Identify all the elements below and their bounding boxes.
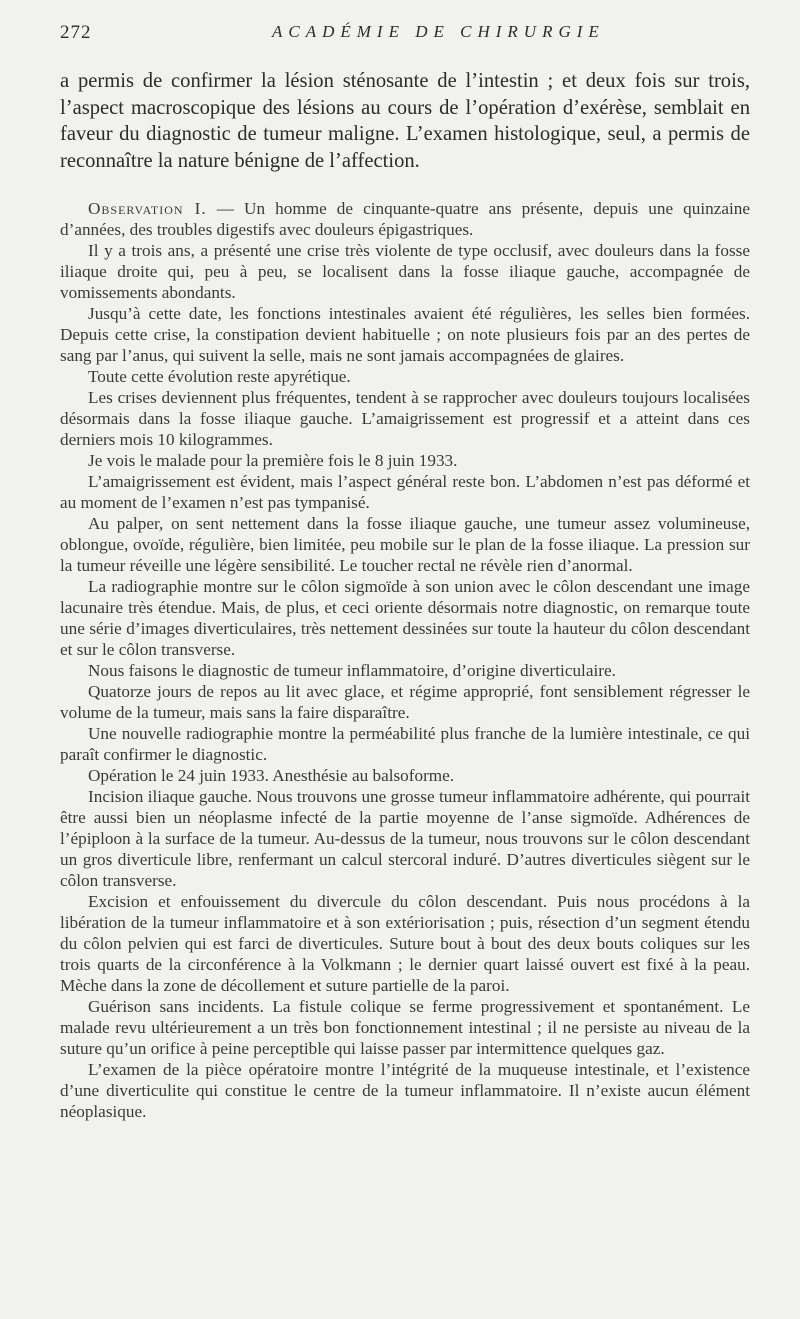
observation-paragraph: Quatorze jours de repos au lit avec glace, et régime approprié, font sensiblement régresser le volume de la tumeur, mais sans la faire disparaître. (60, 682, 750, 722)
page-number: 272 (60, 22, 92, 43)
observation-paragraph: Guérison sans incidents. La fistule colique se ferme progressivement et spontanément. Le malade revu ultérieurement a un très bon fonctionnement intestinal ; il ne persiste au niveau de la suture qu’un orifice à peine perceptible qui laisse passer par intermittence quelques gaz. (60, 997, 750, 1058)
page-header (60, 22, 740, 50)
observation-paragraph: Au palper, on sent nettement dans la fosse iliaque gauche, une tumeur assez volumineuse, oblongue, ovoïde, régulière, bien limitée, peu mobile sur le plan de la fosse iliaque. La pression sur la tumeur réveille une légère sensibilité. Le toucher rectal ne révèle rien d’anormal. (60, 514, 750, 575)
observation-paragraph: Incision iliaque gauche. Nous trouvons une grosse tumeur inflammatoire adhérente, qui pourrait être aussi bien un néoplasme infecté de la partie moyenne de l’anse sigmoïde. Adhérences de l’épiploon à la surface de la tumeur. Au-dessus de la tumeur, nous trouvons sur le côlon descendant un gros diverticule libre, renfermant un calcul stercoral induré. D’autres diverticules siègent sur le côlon transverse. (60, 787, 750, 890)
observation-paragraph: Excision et enfouissement du divercule du côlon descendant. Puis nous procédons à la libération de la tumeur inflammatoire et à son extériorisation ; puis, résection d’un segment étendu du côlon pelvien qui est farci de diverticules. Suture bout à bout des deux bouts coliques sur les trois quarts de la circonférence à la Volkmann ; le dernier quart laissé ouvert est fixé à la peau. Mèche dans la zone de décollement et suture partielle de la paroi. (60, 892, 750, 995)
running-title: ACADÉMIE DE CHIRURGIE (272, 22, 605, 41)
observation-paragraph: L’examen de la pièce opératoire montre l’intégrité de la muqueuse intestinale, et l’existence d’une diverticulite qui constitue le centre de la tumeur inflammatoire. Il n’existe aucun élément néoplasique. (60, 1060, 750, 1121)
observation-lead: — Un homme de cinquante-quatre ans présente, depuis une quinzaine d’années, des troubles digestifs avec douleurs épigastriques. (60, 199, 750, 239)
observation-paragraph: Nous faisons le diagnostic de tumeur inflammatoire, d’origine diverticulaire. (88, 661, 616, 680)
observation-paragraph: Toute cette évolution reste apyrétique. (88, 367, 351, 386)
observation-paragraph: Jusqu’à cette date, les fonctions intestinales avaient été régulières, les selles bien formées. Depuis cette crise, la constipation devient habituelle ; on note plusieurs fois par an des pertes de sang par l’anus, qui suivent la selle, mais ne sont jamais accompagnées de glaires. (60, 304, 750, 365)
observation-label: Observation I. (88, 199, 207, 218)
intro-section (60, 68, 750, 174)
observation-first-paragraph (60, 198, 750, 240)
observation-paragraph: Opération le 24 juin 1933. Anesthésie au balsoforme. (88, 766, 455, 785)
observation-paragraph: Je vois le malade pour la première fois le 8 juin 1933. (88, 451, 458, 470)
intro-paragraph: a permis de confirmer la lésion sténosante de l’intestin ; et deux fois sur trois, l’aspect macroscopique des lésions au cours de l’opération d’exérèse, semblait en faveur du diagnostic de tumeur maligne. L’examen histologique, seul, a permis de reconnaître la nature bénigne de l’affection. (60, 70, 750, 172)
observation-paragraph: L’amaigrissement est évident, mais l’aspect général reste bon. L’abdomen n’est pas déformé et au moment de l’examen n’est pas tympanisé. (60, 472, 750, 512)
observation-paragraph: Il y a trois ans, a présenté une crise très violente de type occlusif, avec douleurs dans la fosse iliaque droite qui, peu à peu, se localisent dans la fosse iliaque gauche, accompagnée de vomissements abondants. (60, 241, 750, 302)
observation-paragraph: La radiographie montre sur le côlon sigmoïde à son union avec le côlon descendant une image lacunaire très étendue. Mais, de plus, et ceci oriente désormais notre diagnostic, on remarque toute une série d’images diverticulaires, très nettement dessinées sur toute la hauteur du côlon descendant et sur le côlon transverse. (60, 577, 750, 659)
observation-paragraph: Les crises deviennent plus fréquentes, tendent à se rapprocher avec douleurs toujours localisées désormais dans la fosse iliaque gauche. L’amaigrissement est progressif et a atteint dans ces derniers mois 10 kilogrammes. (60, 388, 750, 449)
observation-section (60, 198, 750, 1122)
observation-paragraph: Une nouvelle radiographie montre la perméabilité plus franche de la lumière intestinale, ce qui paraît confirmer le diagnostic. (60, 724, 750, 764)
